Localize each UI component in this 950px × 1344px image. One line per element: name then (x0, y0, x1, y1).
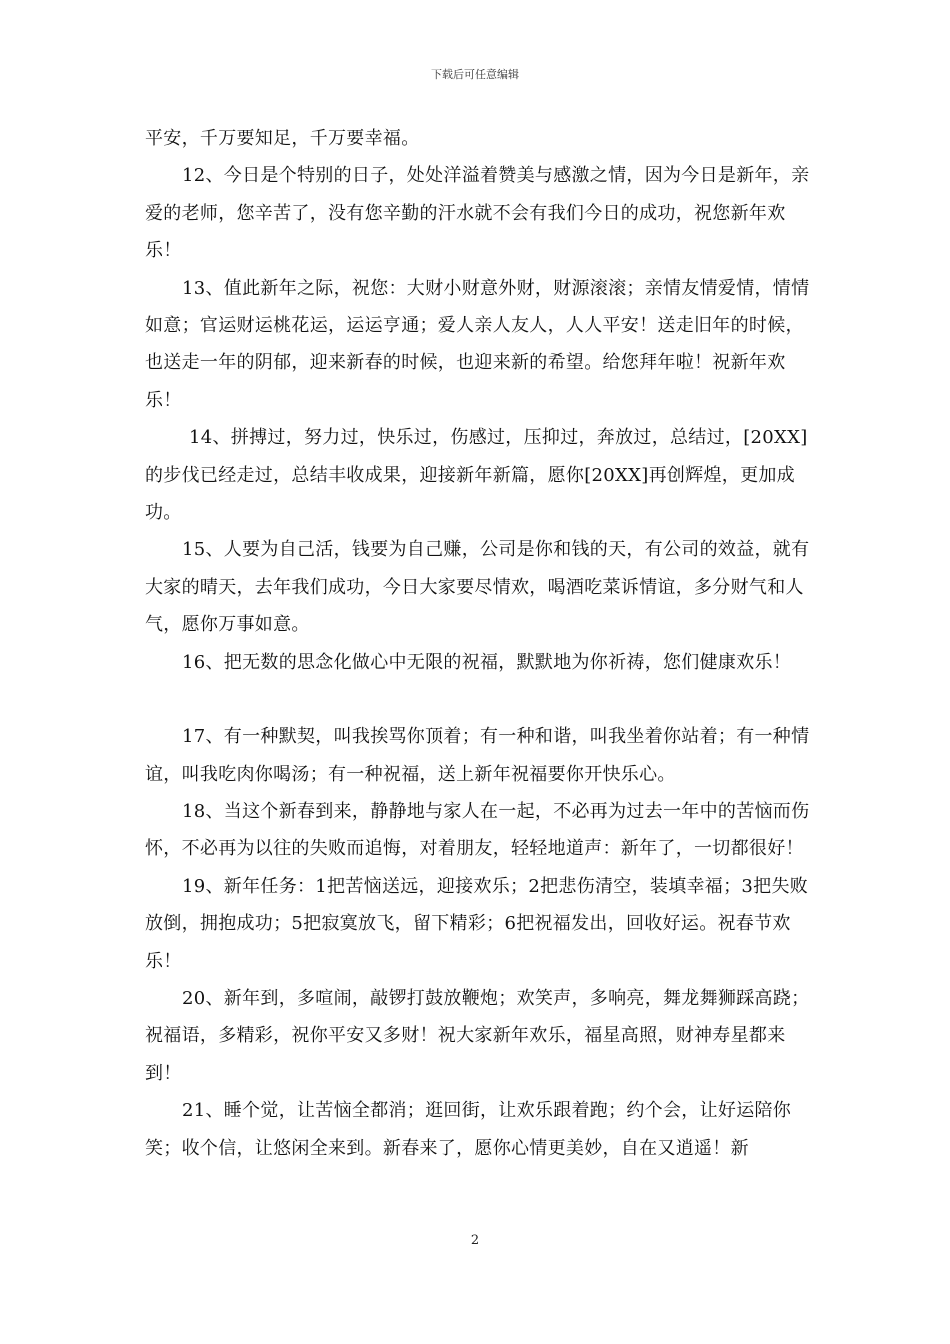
paragraph-14: 14、拼搏过，努力过，快乐过，伤感过，压抑过，奔放过，总结过，[20XX]的步伐已经走过，总结丰收成果，迎接新年新篇，愿你[20XX]再创辉煌，更加成功。 (145, 427, 808, 524)
paragraph-16: 16、把无数的思念化做心中无限的祝福，默默地为你祈祷，您们健康欢乐！ (182, 651, 792, 673)
paragraph-15: 15、人要为自己活，钱要为自己赚，公司是你和钱的天，有公司的效益，就有大家的晴天，去年我们成功，今日大家要尽情欢，喝酒吃菜诉情谊，多分财气和人气，愿你万事如意。 (145, 539, 810, 636)
page-header: 下载后可任意编辑 (431, 68, 519, 81)
paragraph-13: 13、值此新年之际，祝您：大财小财意外财，财源滚滚；亲情友情爱情，情情如意；官运财运桃花运，运运亨通；爱人亲人友人，人人平安！送走旧年的时候，也送走一年的阴郁，迎来新春的时候，也迎来新的希望。给您拜年啦！祝新年欢乐！ (145, 277, 810, 411)
paragraph-19: 19、新年任务：1把苦恼送远，迎接欢乐；2把悲伤清空，装填幸福；3把失败放倒，拥抱成功；5把寂寞放飞，留下精彩；6把祝福发出，回收好运。祝春节欢乐！ (145, 875, 809, 972)
document-body (145, 120, 813, 1167)
paragraph-20: 20、新年到，多喧闹，敲锣打鼓放鞭炮；欢笑声，多响亮，舞龙舞狮踩高跷；祝福语，多精彩，祝你平安又多财！祝大家新年欢乐，福星高照，财神寿星都来到！ (145, 987, 810, 1084)
paragraph-18: 18、当这个新春到来，静静地与家人在一起，不必再为过去一年中的苦恼而伤怀，不必再为以往的失败而追悔，对着朋友，轻轻地道声：新年了，一切都很好！ (145, 800, 810, 860)
paragraph-12: 12、今日是个特别的日子，处处洋溢着赞美与感激之情，因为今日是新年，亲爱的老师，您辛苦了，没有您辛勤的汗水就不会有我们今日的成功，祝您新年欢乐！ (145, 165, 810, 262)
page-number: 2 (470, 1233, 480, 1248)
paragraph-17: 17、有一种默契，叫我挨骂你顶着；有一种和谐，叫我坐着你站着；有一种情谊，叫我吃肉你喝汤；有一种祝福，送上新年祝福要你开快乐心。 (145, 726, 810, 785)
paragraph-gap (145, 681, 813, 718)
paragraph-21: 21、睡个觉，让苦恼全都消；逛回街，让欢乐跟着跑；约个会，让好运陪你笑；收个信，让悠闲全来到。新春来了，愿你心情更美妙，自在又逍遥！新 (145, 1100, 792, 1159)
paragraph-continuation: 平安，千万要知足，千万要幸福。 (145, 128, 420, 149)
